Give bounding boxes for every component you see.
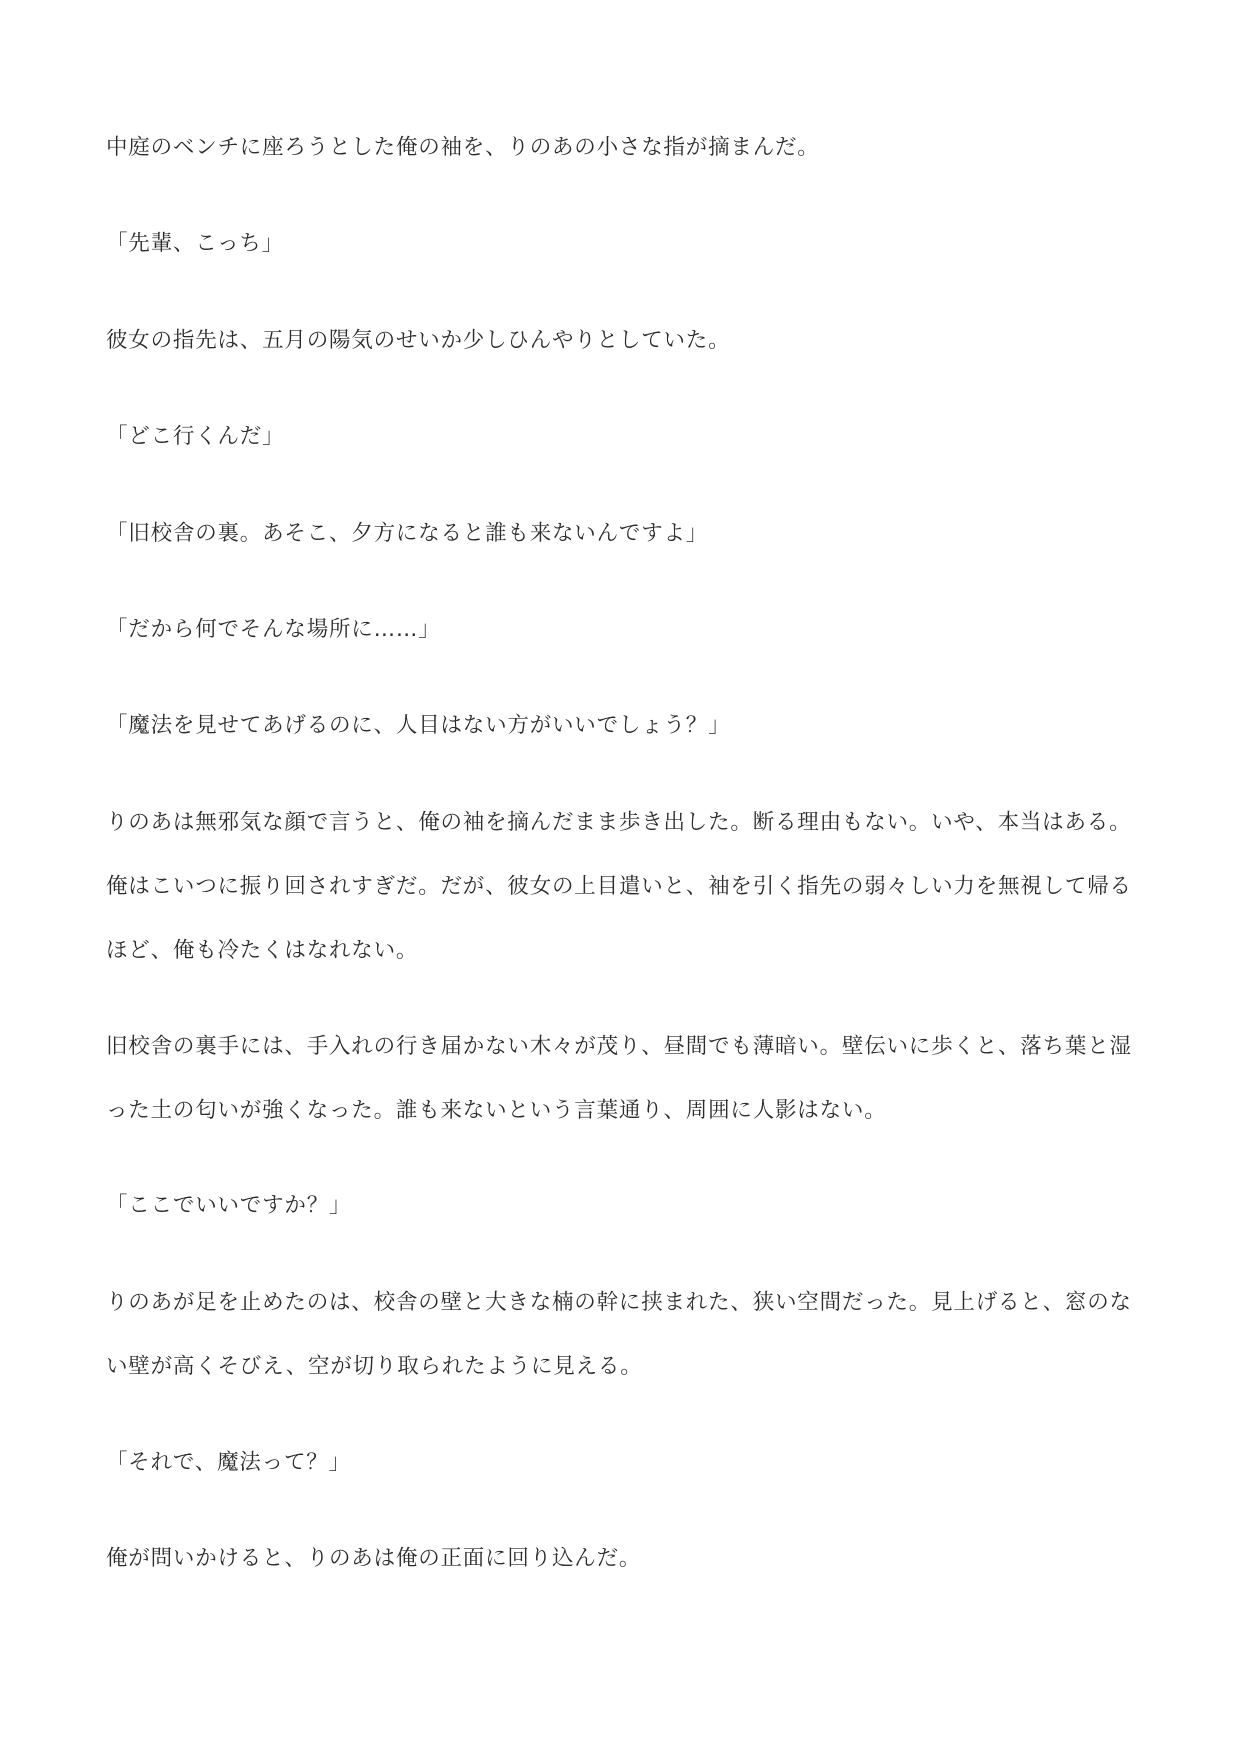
dialogue-line: 「魔法を見せてあげるのに、人目はない方がいいでしょう？」	[106, 713, 731, 738]
dialogue-line: 「どこ行くんだ」	[106, 424, 285, 449]
dialogue-line: 「それで、魔法って？」	[106, 1450, 351, 1475]
dialogue-line: 「だから何でそんな場所に……」	[106, 617, 441, 642]
dialogue-line: 「先輩、こっち」	[106, 231, 284, 256]
paragraph: 俺が問いかけると、りのあは俺の正面に回り込んだ。	[106, 1546, 642, 1571]
paragraph: 中庭のベンチに座ろうとした俺の袖を、りのあの小さな指が摘まんだ。	[106, 135, 820, 160]
paragraph: りのあは無邪気な顔で言うと、俺の袖を摘んだまま歩き出した。断る理由もない。いや、本当はある。俺はこいつに振り回されすぎだ。だが、彼女の上目遣いと、袖を引く指先の弱々しい力を無視して帰るほど、俺も冷たくはなれない。	[106, 810, 1132, 963]
dialogue-line: 「旧校舎の裏。あそこ、夕方になると誰も来ないんですよ」	[106, 521, 709, 546]
dialogue-line: 「ここでいいですか？」	[106, 1193, 352, 1218]
paragraph: 彼女の指先は、五月の陽気のせいか少しひんやりとしていた。	[106, 328, 731, 353]
paragraph: りのあが足を止めたのは、校舎の壁と大きな楠の幹に挟まれた、狭い空間だった。見上げると、窓のない壁が高くそびえ、空が切り取られたように見える。	[106, 1290, 1132, 1379]
paragraph: 旧校舎の裏手には、手入れの行き届かない木々が茂り、昼間でも薄暗い。壁伝いに歩くと、落ち葉と湿った土の匂いが強くなった。誰も来ないという言葉通り、周囲に人影はない。	[106, 1034, 1132, 1123]
